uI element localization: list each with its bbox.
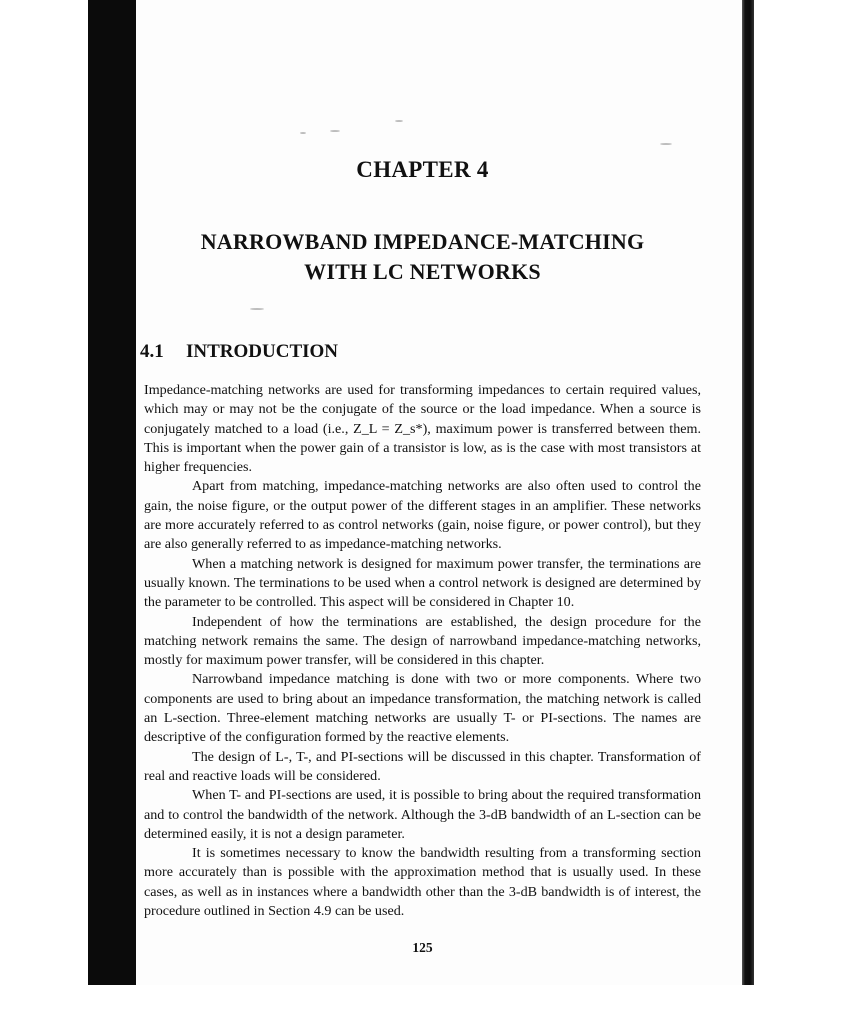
paragraph: It is sometimes necessary to know the bandwidth resulting from a transforming section more accurately than is possible with the approximation method that is usually used. In these cases, as well as in instances where a bandwidth other than the 3-dB bandwidth is of interest, the procedure outlined in Section 4.9 can be used. [144,845,701,920]
page-content [140,0,705,985]
section-title: INTRODUCTION [186,341,339,362]
page-number: 125 [412,940,433,955]
paragraph: Impedance-matching networks are used for transforming impedances to certain required values, which may or may not be the conjugate of the source or the load impedance. When a source is conjugately matched to a load (i.e., Z_L = Z_s*), maximum power is transferred between them. This is important when the power gain of a transistor is low, as is the case with most transistors at higher frequencies. [144,382,701,476]
paragraph: When a matching network is designed for maximum power transfer, the terminations are usually known. The terminations to be used when a control network is designed are determined by the parameter to be controlled. This aspect will be considered in Chapter 10. [144,555,701,611]
paragraph: When T- and PI-sections are used, it is possible to bring about the required transformation and to control the bandwidth of the network. Although the 3-dB bandwidth of an L-section can be determined easily, it is not a design parameter. [144,787,701,842]
scan-shadow-right [742,0,754,985]
chapter-title-line-1: NARROWBAND IMPEDANCE-MATCHING [200,229,645,254]
chapter-label: CHAPTER 4 [356,157,489,182]
section-number: 4.1 [140,341,164,362]
chapter-title [140,227,705,287]
paragraph: The design of L-, T-, and PI-sections will be discussed in this chapter. Transformation of real and reactive loads will be considered. [144,748,701,784]
paragraph: Apart from matching, impedance-matching networks are also often used to control the gain, the noise figure, or the output power of the different stages in an amplifier. These networks are more accurately referred to as control networks (gain, noise figure, or power control), but they are also generally referred to as impedance-matching networks. [144,478,701,553]
chapter-title-line-2: WITH LC NETWORKS [304,259,541,284]
section-heading [140,341,338,363]
paragraph: Independent of how the terminations are established, the design procedure for the matching network remains the same. The design of narrowband impedance-matching networks, mostly for maximum power transfer, will be considered in this chapter. [144,613,701,669]
paragraph: Narrowband impedance matching is done with two or more components. Where two components are used to bring about an impedance transformation, the matching network is called an L-section. Three-element matching networks are usually T- or PI-sections. The names are descriptive of the configuration formed by the reactive elements. [144,671,701,746]
body-text [144,381,701,921]
